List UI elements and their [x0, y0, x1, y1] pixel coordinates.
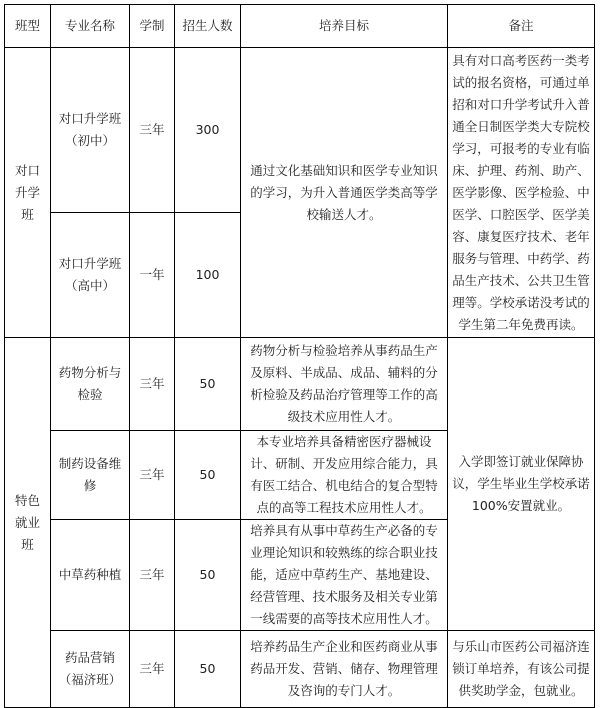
duration-cell: 一年: [130, 213, 175, 338]
major-cell: 药物分析与 检验: [51, 338, 130, 431]
major-cell: 药品营销 （福济班）: [51, 631, 130, 708]
table-row: [5, 631, 595, 708]
duration-cell: 三年: [130, 431, 175, 520]
note-cell: 入学即签订就业保障协议，学生毕业生学校承诺100%安置就业。: [448, 338, 595, 631]
header-row: [5, 5, 595, 48]
duration-cell: 三年: [130, 520, 175, 631]
goal-cell: 本专业培养具备精密医疗器械设计、研制、开发应用综合能力，具有医工结合、机电结合的复合型特点的高等工程技术应用性人才。: [241, 431, 448, 520]
duration-cell: 三年: [130, 338, 175, 431]
header-enrollment: 招生人数: [175, 5, 241, 48]
header-duration: 学制: [130, 5, 175, 48]
enrollment-cell: 50: [175, 431, 241, 520]
goal-cell: 培养药品生产企业和医药商业从事药品开发、营销、储存、物理管理及咨询的专门人才。: [241, 631, 448, 708]
enrollment-table: [4, 4, 595, 708]
header-note: 备注: [448, 5, 595, 48]
note-cell: 与乐山市医药公司福济连锁订单培养，有该公司提供奖助学金，包就业。: [448, 631, 595, 708]
class-type-cell: 对口 升学 班: [5, 48, 51, 338]
class-type-cell: 特色 就业 班: [5, 338, 51, 708]
major-cell: 制药设备维 修: [51, 431, 130, 520]
header-class-type: 班型: [5, 5, 51, 48]
major-cell: 中草药种植: [51, 520, 130, 631]
goal-cell: 药物分析与检验培养从事药品生产及原料、半成品、成品、辅料的分析检验及药品治疗管理等工作的高级技术应用性人才。: [241, 338, 448, 431]
enrollment-cell: 300: [175, 48, 241, 213]
enrollment-cell: 50: [175, 631, 241, 708]
enrollment-cell: 50: [175, 338, 241, 431]
duration-cell: 三年: [130, 631, 175, 708]
major-cell: 对口升学班 （初中）: [51, 48, 130, 213]
table-row: [5, 338, 595, 431]
enrollment-cell: 100: [175, 213, 241, 338]
duration-cell: 三年: [130, 48, 175, 213]
enrollment-cell: 50: [175, 520, 241, 631]
goal-cell: 培养具有从事中草药生产必备的专业理论知识和较熟练的综合职业技能，适应中草药生产、基地建设、经营管理、技术服务及相关专业第一线需要的高等技术应用性人才。: [241, 520, 448, 631]
goal-cell: 通过文化基础知识和医学专业知识的学习，为升入普通医学类高等学校输送人才。: [241, 48, 448, 338]
note-cell: 具有对口高考医药一类考试的报名资格，可通过单招和对口升学考试升入普通全日制医学类大专院校学习，可报考的专业有临床、护理、药剂、助产、医学影像、医学检验、中医学、口腔医学、医学美容、康复医疗技术、老年服务与管理、中药学、药品生产技术、公共卫生管理等。学校承诺没考试的学生第二年免费再读。: [448, 48, 595, 338]
table-row: [5, 48, 595, 213]
header-major: 专业名称: [51, 5, 130, 48]
header-goal: 培养目标: [241, 5, 448, 48]
major-cell: 对口升学班 （高中）: [51, 213, 130, 338]
